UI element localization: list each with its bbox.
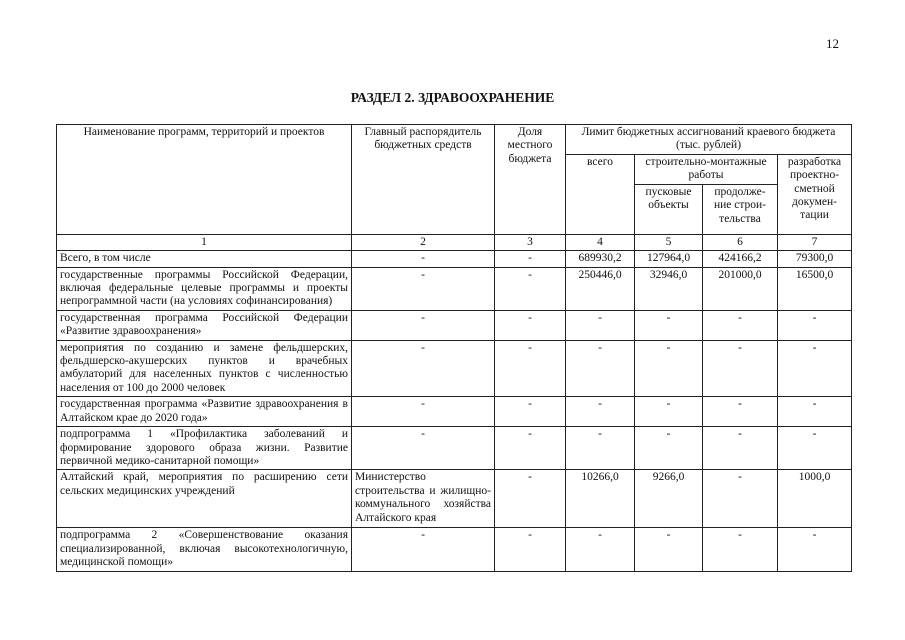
header-local-share: Доля местного бюджета <box>495 125 566 235</box>
row-share: - <box>495 310 566 340</box>
row-name: Всего, в том числе <box>57 251 352 267</box>
row-name: Алтайский край, мероприятия по расширению сети сельских медицинских учреждений <box>57 470 352 528</box>
row-name: государственная программа «Развитие здравоохранения в Алтайском крае до 2020 года» <box>57 397 352 427</box>
row-ongoing: - <box>703 528 778 571</box>
row-design: - <box>778 340 852 397</box>
row-ongoing: - <box>703 427 778 470</box>
table-row <box>57 470 852 528</box>
row-ongoing: 201000,0 <box>703 267 778 310</box>
table-row <box>57 427 852 470</box>
row-distributor: - <box>352 528 495 571</box>
budget-table <box>56 124 852 572</box>
column-number: 1 <box>57 234 352 250</box>
row-ongoing: - <box>703 340 778 397</box>
column-number: 3 <box>495 234 566 250</box>
row-total: 250446,0 <box>566 267 635 310</box>
header-limit: Лимит бюджетных ассигнований краевого бюджета (тыс. рублей) <box>566 125 852 155</box>
row-design: 16500,0 <box>778 267 852 310</box>
row-startup: 9266,0 <box>635 470 703 528</box>
column-number: 4 <box>566 234 635 250</box>
row-ongoing: - <box>703 470 778 528</box>
row-share: - <box>495 267 566 310</box>
row-startup: - <box>635 340 703 397</box>
row-total: - <box>566 528 635 571</box>
row-startup: - <box>635 310 703 340</box>
column-number: 7 <box>778 234 852 250</box>
header-startup: пусковые объекты <box>635 184 703 234</box>
row-total: 689930,2 <box>566 251 635 267</box>
row-name: мероприятия по созданию и замене фельдшерских, фельдшерско-акушерских пунктов и врачебных амбулаторий для населенных пунктов с численностью населения от 100 до 2000 человек <box>57 340 352 397</box>
header-design: разработка проектно-сметной докумен-тации <box>778 154 852 234</box>
row-total: - <box>566 340 635 397</box>
column-number: 2 <box>352 234 495 250</box>
row-distributor: - <box>352 310 495 340</box>
row-total: - <box>566 427 635 470</box>
row-share: - <box>495 340 566 397</box>
table-row <box>57 340 852 397</box>
row-ongoing: - <box>703 310 778 340</box>
row-startup: - <box>635 397 703 427</box>
table-row <box>57 267 852 310</box>
row-design: - <box>778 427 852 470</box>
row-share: - <box>495 397 566 427</box>
row-share: - <box>495 470 566 528</box>
row-name: подпрограмма 1 «Профилактика заболеваний и формирование здорового образа жизни. Развитие первичной медико-санитарной помощи» <box>57 427 352 470</box>
row-distributor: Министерство строительства и жилищно-коммунального хозяйства Алтайского края <box>352 470 495 528</box>
header-construction: строительно-монтажные работы <box>635 154 778 184</box>
table-row <box>57 310 852 340</box>
row-total: - <box>566 397 635 427</box>
column-number: 6 <box>703 234 778 250</box>
row-design: - <box>778 528 852 571</box>
row-startup: - <box>635 528 703 571</box>
row-startup: - <box>635 427 703 470</box>
row-name: подпрограмма 2 «Совершенствование оказания специализированной, включая высокотехнологичную, медицинской помощи» <box>57 528 352 571</box>
row-design: 79300,0 <box>778 251 852 267</box>
table-row <box>57 251 852 267</box>
table-row <box>57 528 852 571</box>
row-share: - <box>495 427 566 470</box>
row-distributor: - <box>352 340 495 397</box>
row-ongoing: 424166,2 <box>703 251 778 267</box>
row-total: - <box>566 310 635 340</box>
header-distributor: Главный распорядитель бюджетных средств <box>352 125 495 235</box>
row-name: государственные программы Российской Федерации, включая федеральные целевые программы и проекты непрограммной части (на условиях софинансирования) <box>57 267 352 310</box>
row-distributor: - <box>352 397 495 427</box>
column-number-row <box>57 234 852 250</box>
row-design: - <box>778 397 852 427</box>
row-design: - <box>778 310 852 340</box>
page-number: 12 <box>826 36 839 51</box>
column-number: 5 <box>635 234 703 250</box>
row-name: государственная программа Российской Федерации «Развитие здравоохранения» <box>57 310 352 340</box>
table-row <box>57 397 852 427</box>
row-distributor: - <box>352 267 495 310</box>
section-title: РАЗДЕЛ 2. ЗДРАВООХРАНЕНИЕ <box>350 90 555 105</box>
row-share: - <box>495 251 566 267</box>
row-distributor: - <box>352 251 495 267</box>
header-total: всего <box>566 154 635 234</box>
row-ongoing: - <box>703 397 778 427</box>
row-share: - <box>495 528 566 571</box>
header-ongoing: продолже-ние строи-тельства <box>703 184 778 234</box>
row-design: 1000,0 <box>778 470 852 528</box>
row-startup: 127964,0 <box>635 251 703 267</box>
header-name: Наименование программ, территорий и проектов <box>57 125 352 235</box>
row-total: 10266,0 <box>566 470 635 528</box>
row-startup: 32946,0 <box>635 267 703 310</box>
row-distributor: - <box>352 427 495 470</box>
